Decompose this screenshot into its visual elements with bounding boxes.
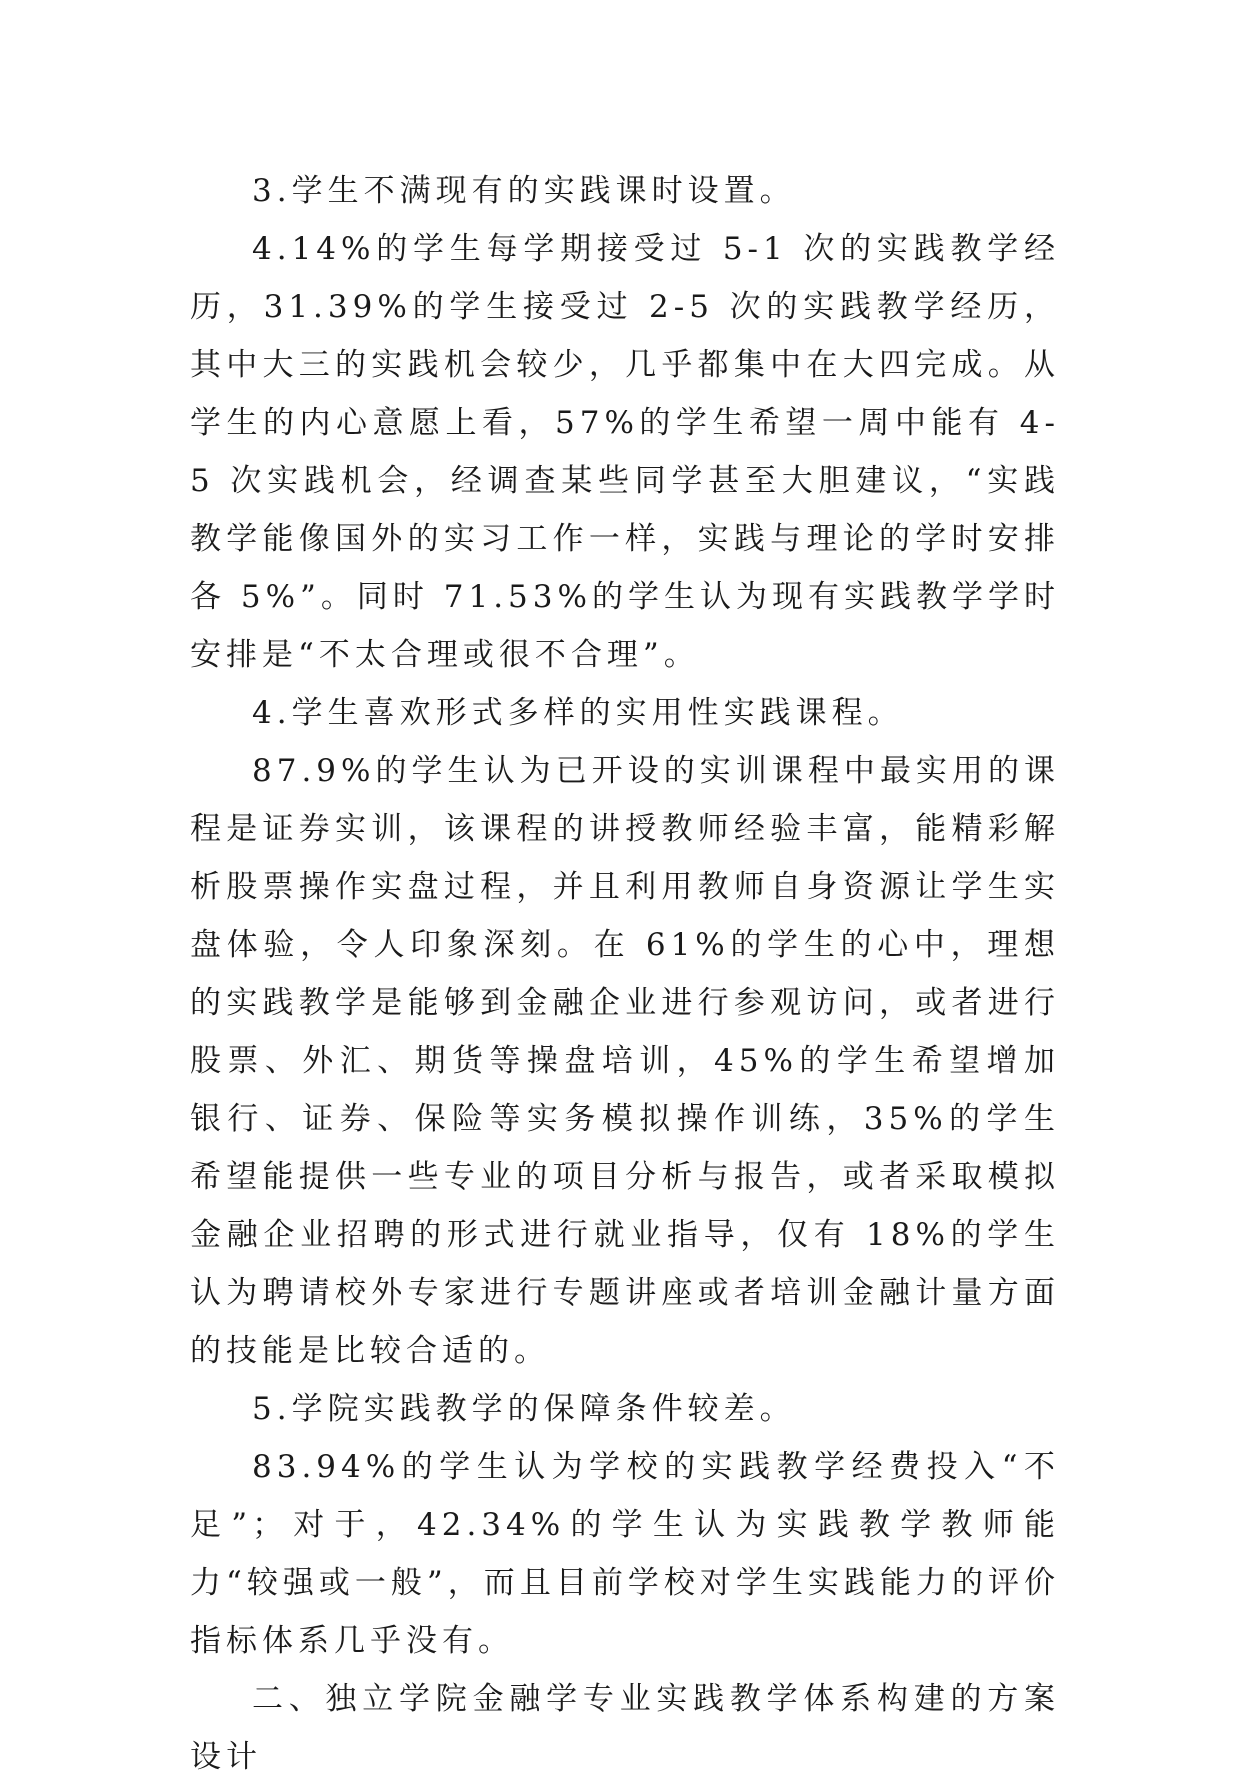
paragraph-1: 3.学生不满现有的实践课时设置。	[252, 173, 796, 209]
paragraph-5: 5.学院实践教学的保障条件较差。	[252, 1391, 796, 1427]
paragraph-6: 83.94%的学生认为学校的实践教学经费投入“不足”；对于，42.34%的学生认为实践教学教师能力“较强或一般”，而且目前学校对学生实践能力的评价指标体系几乎没有。	[190, 1449, 1060, 1659]
paragraph-2: 4.14%的学生每学期接受过 5-1 次的实践教学经历，31.39%的学生接受过 2-5 次的实践教学经历，其中大三的实践机会较少，几乎都集中在大四完成。从学生的内心意愿上看，57%的学生希望一周中能有 4-5 次实践机会，经调查某些同学甚至大胆建议，“实践教学能像国外的实习工作一样，实践与理论的学时安排各 5%”。同时 71.53%的学生认为现有实践教学学时安排是“不太合理或很不合理”。	[190, 231, 1060, 673]
paragraph-3: 4.学生喜欢形式多样的实用性实践课程。	[252, 695, 904, 731]
section-heading: 二、独立学院金融学专业实践教学体系构建的方案设计	[190, 1681, 1060, 1775]
paragraph-4: 87.9%的学生认为已开设的实训课程中最实用的课程是证券实训，该课程的讲授教师经验丰富，能精彩解析股票操作实盘过程，并且利用教师自身资源让学生实盘体验，令人印象深刻。在 61%的学生的心中，理想的实践教学是能够到金融企业进行参观访问，或者进行股票、外汇、期货等操盘培训，45%的学生希望增加银行、证券、保险等实务模拟操作训练，35%的学生希望能提供一些专业的项目分析与报告，或者采取模拟金融企业招聘的形式进行就业指导，仅有 18%的学生认为聘请校外专家进行专题讲座或者培训金融计量方面的技能是比较合适的。	[190, 753, 1060, 1369]
document-body	[190, 162, 1060, 1786]
